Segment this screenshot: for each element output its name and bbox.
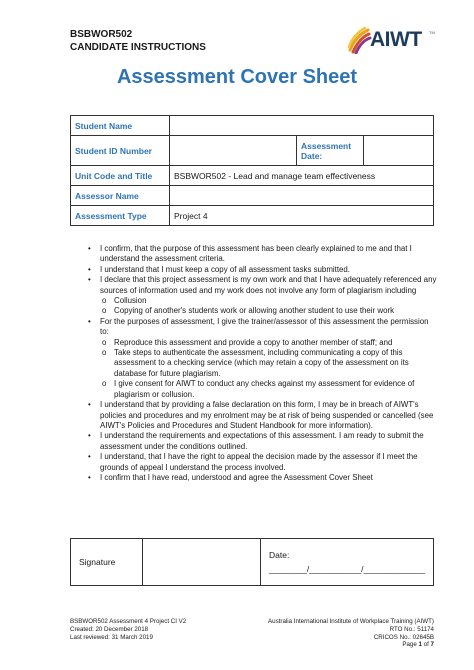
student-name-label: Student Name — [71, 116, 170, 136]
table-row — [71, 206, 434, 226]
logo-trademark: TM — [429, 30, 435, 35]
student-name-field[interactable] — [170, 116, 434, 136]
sub-list-item: o Reproduce this assessment and provide a copy to another member of staff; and — [102, 337, 393, 347]
assessor-name-label: Assessor Name — [71, 186, 170, 206]
list-item: • I understand that I must keep a copy of all assessment tasks submitted. — [88, 264, 350, 274]
list-item: • I confirm that I have read, understood and agree the Assessment Cover Sheet — [88, 472, 373, 482]
assessment-date-field[interactable] — [364, 136, 434, 166]
document-header — [70, 28, 206, 54]
list-item: • I understand, that I have the right to appeal the decision made by the assessor if I meet the grounds of appeal I understand the process involved. — [88, 452, 418, 472]
unit-code-title-value: BSBWOR502 - Lead and manage team effectiveness — [170, 166, 434, 186]
student-id-label: Student ID Number — [71, 136, 170, 166]
sub-list-item: o Copying of another's students work or allowing another student to use their work — [102, 306, 395, 316]
date-cell[interactable] — [261, 539, 434, 586]
signature-field[interactable] — [142, 539, 260, 586]
table-row — [71, 186, 434, 206]
page-title: Assessment Cover Sheet — [116, 66, 358, 88]
unit-code: BSBWOR502 — [70, 29, 133, 40]
table-row — [71, 116, 434, 136]
date-line: ________/___________/_____________ — [269, 564, 425, 574]
table-row — [71, 539, 434, 586]
sub-list-item: o I give consent for AIWT to conduct any checks against my assessment for evidence of plagiarism or collusion. — [102, 379, 415, 399]
header-subtitle: CANDIDATE INSTRUCTIONS — [70, 42, 206, 53]
unit-code-title-label: Unit Code and Title — [71, 166, 170, 186]
signature-table — [70, 538, 434, 586]
signature-label: Signature — [71, 539, 143, 586]
cover-details-table — [70, 115, 434, 226]
student-id-field[interactable] — [170, 136, 297, 166]
assessment-type-value: Project 4 — [170, 206, 434, 226]
date-label: Date: — [269, 550, 290, 560]
declaration-list — [86, 244, 438, 483]
footer-institute-info: Australia International Institute of Workplace Training (AIWT) RTO No.: 51174 CRICOS No.: 02645B Page 1 of 7 — [268, 618, 434, 649]
list-item: • I understand the requirements and expectations of this assessment. I am ready to submit the assessment under the conditions outlined. — [88, 431, 424, 451]
aiwt-logo — [346, 26, 438, 56]
logo-wordmark: AIWT — [370, 28, 422, 51]
page-number: Page 1 of 7 — [402, 641, 434, 649]
assessment-date-label: Assessment Date: — [297, 136, 364, 166]
assessment-type-label: Assessment Type — [71, 206, 170, 226]
assessor-name-field[interactable] — [170, 186, 434, 206]
list-item: • I understand that by providing a false declaration on this form, I may be in breach of AIWT's policies and procedures and my enrolment may be at risk of being suspended or cancelled (see AIWT's Policies and Procedures and Student Handbook for more information). — [88, 400, 434, 430]
sub-list-item: o Take steps to authenticate the assessment, including communicating a copy of this assessment to a checking service (which may retain a copy of the assessment on its database for future plagiarism. — [102, 348, 409, 378]
footer-document-info: BSBWOR502 Assessment 4 Project CI V2 Created: 20 December 2018 Last reviewed: 31 March 2019 — [70, 618, 187, 641]
table-row — [71, 136, 434, 166]
list-item: • For the purposes of assessment, I give the trainer/assessor of this assessment the permission to: — [88, 316, 429, 337]
table-row — [71, 166, 434, 186]
sub-list-item: o Collusion — [102, 296, 147, 306]
list-item: • I confirm, that the purpose of this assessment has been clearly explained to me and that I understand the assessment criteria. — [88, 244, 412, 264]
list-item: • I declare that this project assessment is my own work and that I have adequately referenced any sources of information used and my work does not involve any form of plagiarism including — [88, 275, 437, 295]
logo-swoosh-icon — [346, 26, 372, 54]
